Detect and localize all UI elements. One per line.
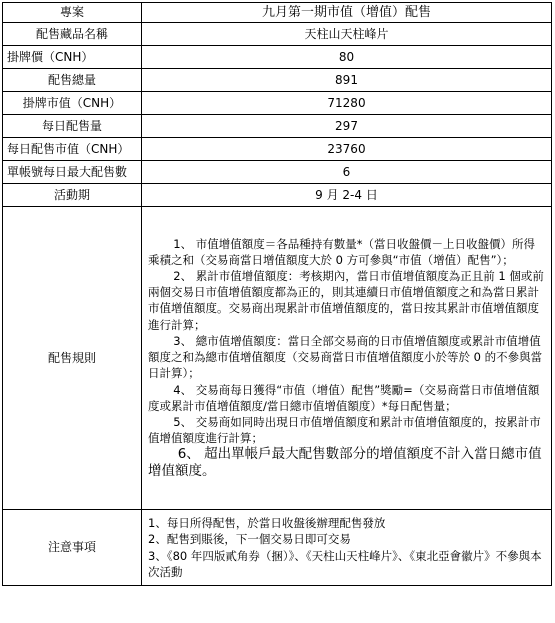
placement-table-wrapper (2, 2, 551, 586)
notes-cell (142, 510, 552, 586)
note-item: 1、每日所得配售，於當日收盤後辦理配售發放 (148, 516, 386, 531)
rule-item: 4、 交易商每日獲得“市值（增值）配售”獎勵=（交易商當日市值增值額度或累計市值增值額度/當日總市值增值額度）*每日配售量； (148, 382, 540, 413)
row-label: 掛牌市值（CNH） (3, 92, 142, 115)
rule-item: 1、 市值增值額度＝各品種持有數量*（當日收盤價－上日收盤價）所得乘積之和（交易商當日增值額度大於 0 方可參與“市值（增值）配售”）； (148, 236, 536, 267)
row-value: 297 (142, 115, 552, 138)
row-value: 9 月 2-4 日 (142, 184, 552, 207)
rule-item: 2、 累計市值增值額度：考核期內，當日市值增值額度為正且前 1 個或前兩個交易日市值增值額度都為正的，則其連續日市值增值額度之和為當日累計市值增值額度。交易商出現累計市值增值額度的，當日按其累計市值增值額度進行計算； (148, 269, 544, 332)
table-row (3, 92, 552, 115)
row-label: 掛牌價（CNH） (3, 46, 142, 69)
notes-row (3, 510, 552, 586)
row-value: 80 (142, 46, 552, 69)
row-label: 配售藏品名稱 (3, 23, 142, 46)
note-item: 2、配售到賬後，下一個交易日即可交易 (148, 532, 351, 547)
table-row (3, 161, 552, 184)
row-value: 891 (142, 69, 552, 92)
row-label: 配售總量 (3, 69, 142, 92)
notes-label: 注意事項 (3, 510, 142, 586)
rules-row (3, 207, 552, 510)
placement-table (2, 2, 552, 586)
table-header-row (3, 3, 552, 23)
row-value: 23760 (142, 138, 552, 161)
table-row (3, 115, 552, 138)
row-label: 單帳號每日最大配售數 (3, 161, 142, 184)
rules-label: 配售規則 (3, 207, 142, 510)
table-row (3, 138, 552, 161)
header-label: 專案 (3, 3, 142, 23)
table-row (3, 69, 552, 92)
table-row (3, 23, 552, 46)
note-item: 3、《80 年四版貳角券（捆）》、《天柱山天柱峰片》、《東北亞會徽片》不參與本次活動 (148, 548, 542, 579)
rule-item: 5、 交易商如同時出現日市值增值額度和累計市值增值額度的，按累計市值增值額度進行計算； (148, 414, 541, 446)
row-label: 每日配售市值（CNH） (3, 138, 142, 161)
header-value: 九月第一期市值（增值）配售 (142, 3, 552, 23)
row-value: 6 (142, 161, 552, 184)
row-value: 71280 (142, 92, 552, 115)
row-value: 天柱山天柱峰片 (142, 23, 552, 46)
rule-item: 3、 總市值增值額度：當日全部交易商的日市值增值額度或累計市值增值額度之和為總市值增值額度（交易商當日市值增值額度小於等於 0 的不參與當日計算）； (148, 333, 543, 381)
row-label: 活動期 (3, 184, 142, 207)
table-row (3, 184, 552, 207)
rule-item: 6、 超出單帳戶最大配售數部分的增值額度不計入當日總市值增值額度。 (148, 446, 542, 480)
table-row (3, 46, 552, 69)
rules-cell (142, 207, 552, 510)
row-label: 每日配售量 (3, 115, 142, 138)
